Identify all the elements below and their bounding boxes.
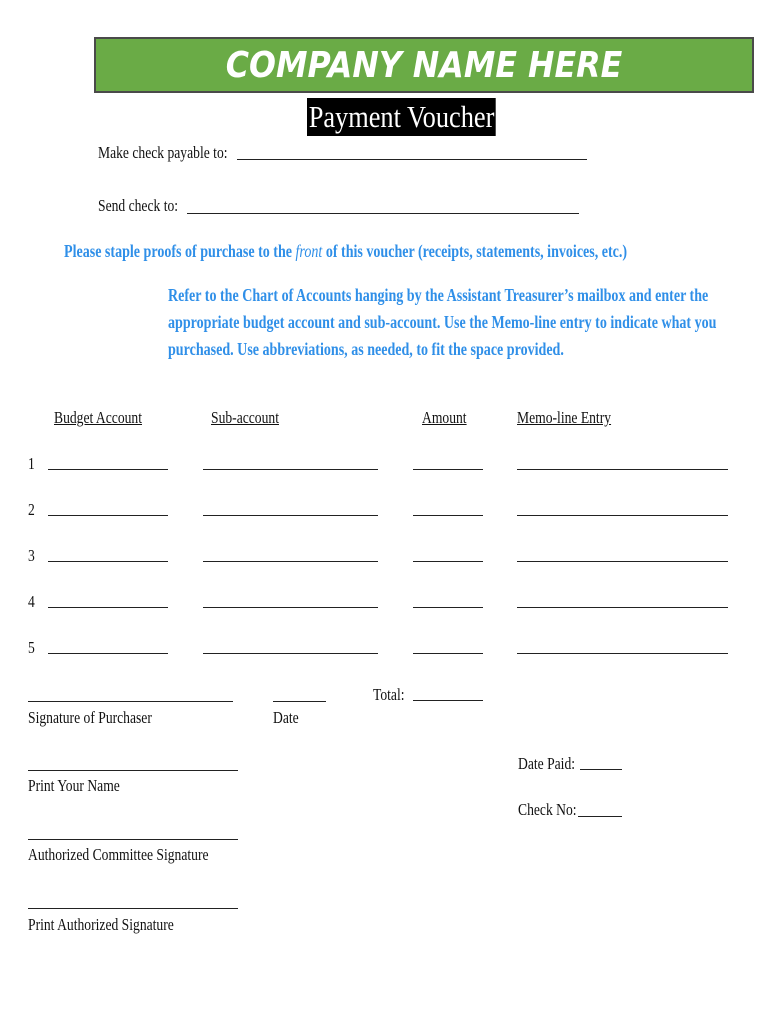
sub-account-field[interactable]: [203, 607, 378, 608]
date-label: Date: [273, 708, 299, 727]
purchaser-signature-field[interactable]: [28, 701, 233, 702]
company-banner: [94, 37, 754, 93]
check-no-field[interactable]: [578, 816, 622, 817]
amount-field[interactable]: [413, 607, 483, 608]
budget-account-field[interactable]: [48, 469, 168, 470]
amount-field[interactable]: [413, 653, 483, 654]
sub-account-field[interactable]: [203, 515, 378, 516]
sub-account-field[interactable]: [203, 469, 378, 470]
send-label: Send check to:: [98, 196, 179, 215]
header-memo: Memo-line Entry: [517, 408, 612, 427]
date-field[interactable]: [273, 701, 326, 702]
date-paid-label: Date Paid:: [518, 754, 576, 773]
print-name-label: Print Your Name: [28, 776, 120, 795]
budget-account-field[interactable]: [48, 653, 168, 654]
memo-field[interactable]: [517, 607, 728, 608]
instruction-line-3: purchased. Use abbreviations, as needed, to fit the space provided.: [168, 339, 564, 359]
row-number: 3: [28, 546, 35, 565]
purchaser-signature-label: Signature of Purchaser: [28, 708, 152, 727]
row-number: 5: [28, 638, 35, 657]
row-number: 2: [28, 500, 35, 519]
sub-account-field[interactable]: [203, 653, 378, 654]
instruction-line-2: appropriate budget account and sub-account. Use the Memo-line entry to indicate what you: [168, 312, 717, 332]
header-amount: Amount: [422, 408, 467, 427]
budget-account-field[interactable]: [48, 607, 168, 608]
date-paid-field[interactable]: [580, 769, 622, 770]
budget-account-field[interactable]: [48, 561, 168, 562]
row-number: 4: [28, 592, 35, 611]
amount-field[interactable]: [413, 561, 483, 562]
instruction-line-1: Refer to the Chart of Accounts hanging by the Assistant Treasurer’s mailbox and enter the: [168, 285, 709, 305]
sub-account-field[interactable]: [203, 561, 378, 562]
memo-field[interactable]: [517, 653, 728, 654]
row-number: 1: [28, 454, 35, 473]
amount-field[interactable]: [413, 469, 483, 470]
print-name-field[interactable]: [28, 770, 238, 771]
company-name: COMPANY NAME HERE: [225, 45, 623, 86]
memo-field[interactable]: [517, 469, 728, 470]
print-authorized-field[interactable]: [28, 908, 238, 909]
payable-field[interactable]: [237, 159, 587, 160]
amount-field[interactable]: [413, 515, 483, 516]
header-sub-account: Sub-account: [211, 408, 279, 427]
committee-signature-label: Authorized Committee Signature: [28, 845, 209, 864]
total-field[interactable]: [413, 700, 483, 701]
header-budget-account: Budget Account: [54, 408, 143, 427]
page-title: Payment Voucher: [308, 99, 495, 134]
total-label: Total:: [373, 685, 405, 704]
memo-field[interactable]: [517, 515, 728, 516]
payable-label: Make check payable to:: [98, 143, 228, 162]
budget-account-field[interactable]: [48, 515, 168, 516]
check-no-label: Check No:: [518, 800, 577, 819]
memo-field[interactable]: [517, 561, 728, 562]
print-authorized-label: Print Authorized Signature: [28, 915, 174, 934]
committee-signature-field[interactable]: [28, 839, 238, 840]
send-field[interactable]: [187, 213, 579, 214]
staple-instruction: Please staple proofs of purchase to the front of this voucher (receipts, statements, invoices, etc.): [64, 241, 628, 261]
